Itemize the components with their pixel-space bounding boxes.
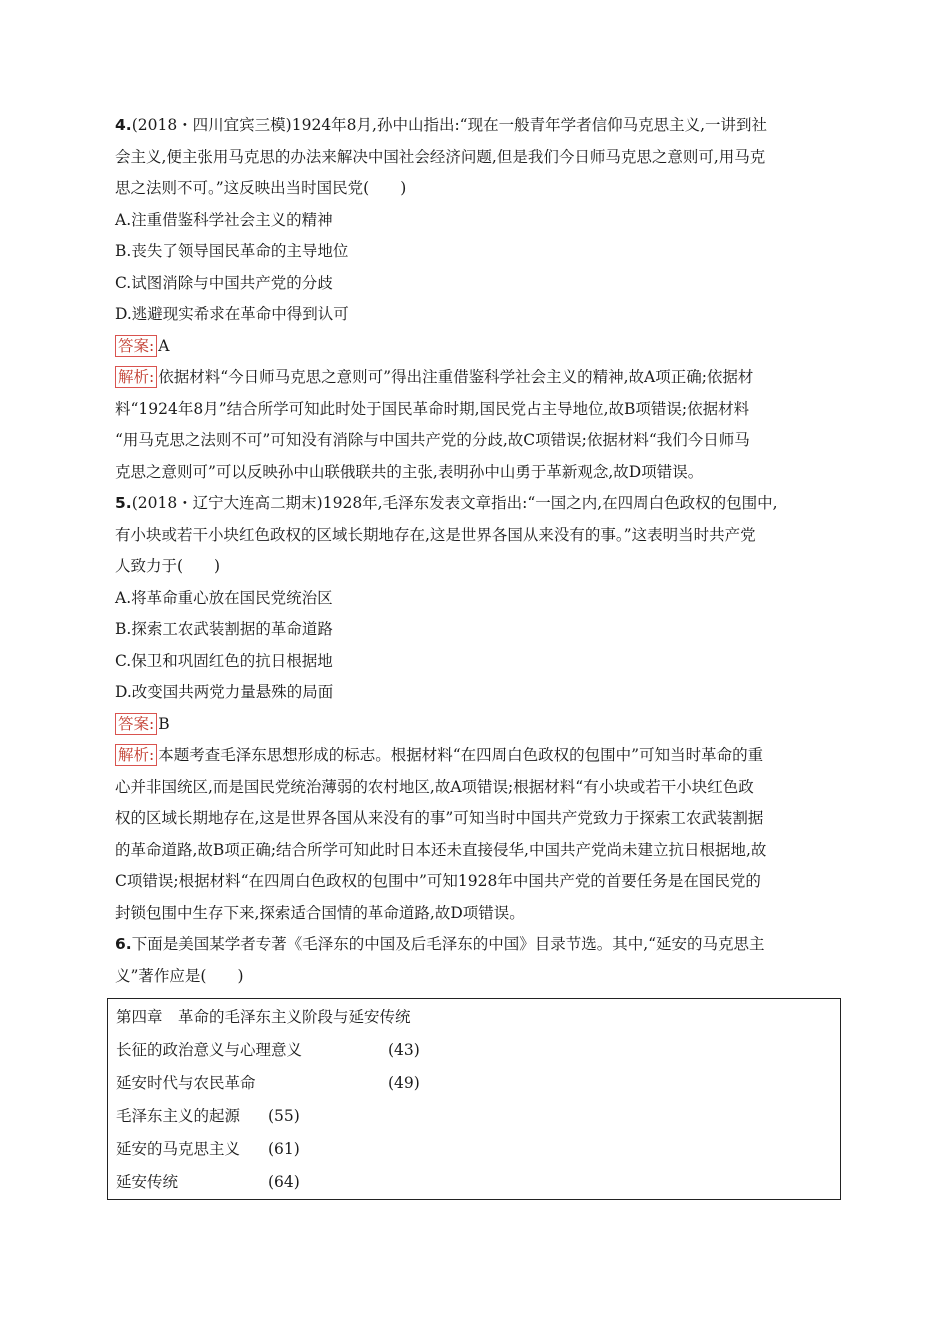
toc-entry-page: (55) [268,1107,300,1125]
answer-tag: 答案: [115,335,157,357]
question-4 [115,110,840,488]
question-stem-line: 有小块或若干小块红色政权的区域长期地存在,这是世界各国从来没有的事。”这表明当时共产党 [115,525,756,544]
toc-entry-page: (64) [268,1173,300,1191]
analysis-line: 封锁包围中生存下来,探索适合国情的革命道路,故D项错误。 [115,903,525,922]
analysis-tag: 解析: [115,366,157,388]
toc-entry-page: (49) [388,1074,420,1092]
toc-entry-page: (43) [388,1041,420,1059]
question-number: 6. [115,935,132,953]
toc-entry-page: (61) [268,1140,300,1158]
toc-entry-title: 延安传统 [116,1173,179,1191]
question-number: 4. [115,116,132,134]
analysis-line: 克思之意则可”可以反映孙中山联俄联共的主张,表明孙中山勇于革新观念,故D项错误。 [115,462,704,481]
analysis-line: 解析: 依据材料“今日师马克思之意则可”得出注重借鉴科学社会主义的精神,故A项正确;依据材 [115,362,840,394]
option-b: B.丧失了领导国民革命的主导地位 [115,242,349,260]
question-stem-line: 人致力于( ) [115,557,221,575]
analysis-line: 料“1924年8月”结合所学可知此时处于国民革命时期,国民党占主导地位,故B项错误;依据材料 [115,399,750,418]
analysis-line: 心并非国统区,而是国民党统治薄弱的农村地区,故A项错误;根据材料“有小块或若干小块红色政 [115,777,754,796]
question-5 [115,488,840,929]
toc-entry [116,1067,840,1100]
option-b: B.探索工农武装割据的革命道路 [115,620,333,638]
analysis-line: 权的区域长期地存在,这是世界各国从来没有的事”可知当时中国共产党致力于探索工农武装割据 [115,809,764,827]
analysis-line: 的革命道路,故B项正确;结合所学可知此时日本还未直接侵华,中国共产党尚未建立抗日根据地,故 [115,840,767,859]
analysis-line: 解析: 本题考查毛泽东思想形成的标志。根据材料“在四周白色政权的包围中”可知当时革命的重 [115,740,840,772]
answer-value: A [158,336,170,355]
answer-line [115,331,840,363]
toc-entry [116,1133,840,1166]
question-stem-line: 4.(2018・四川宜宾三模)1924年8月,孙中山指出:“现在一般青年学者信仰马克思主义,一讲到社 [115,116,768,134]
toc-chapter-title: 第四章 革命的毛泽东主义阶段与延安传统 [116,1008,411,1026]
question-6 [115,929,840,1200]
toc-entry-title: 延安的马克思主义 [116,1140,241,1158]
analysis-tag: 解析: [115,744,157,766]
question-stem-line: 义”著作应是( ) [115,966,244,985]
toc-entry [116,1100,840,1133]
option-c: C.试图消除与中国共产党的分歧 [115,273,333,292]
toc-entry [116,1034,840,1067]
table-of-contents-box [107,998,841,1200]
option-a: A.注重借鉴科学社会主义的精神 [115,210,333,229]
option-d: D.改变国共两党力量悬殊的局面 [115,683,334,701]
answer-value: B [158,714,170,733]
toc-entry-title: 延安时代与农民革命 [116,1074,256,1092]
answer-line [115,709,840,741]
toc-entry [116,1166,840,1199]
question-stem-line: 6.下面是美国某学者专著《毛泽东的中国及后毛泽东的中国》目录节选。其中,“延安的马克思主 [115,935,765,953]
option-d: D.逃避现实希求在革命中得到认可 [115,305,349,323]
content-area [115,110,840,1200]
option-c: C.保卫和巩固红色的抗日根据地 [115,651,333,670]
toc-entry-title: 毛泽东主义的起源 [116,1107,241,1125]
option-a: A.将革命重心放在国民党统治区 [115,588,333,607]
analysis-line: “用马克思之法则不可”可知没有消除与中国共产党的分歧,故C项错误;依据材料“我们今日师马 [115,431,750,449]
question-number: 5. [115,494,132,512]
question-stem-line: 会主义,便主张用马克思的办法来解决中国社会经济问题,但是我们今日师马克思之意则可,用马克 [115,147,766,166]
analysis-line: C项错误;根据材料“在四周白色政权的包围中”可知1928年中国共产党的首要任务是在国民党的 [115,872,761,890]
answer-tag: 答案: [115,713,157,735]
question-stem-line: 5.(2018・辽宁大连高二期末)1928年,毛泽东发表文章指出:“一国之内,在四周白色政权的包围中, [115,494,778,512]
question-stem-line: 思之法则不可。”这反映出当时国民党( ) [115,179,407,197]
toc-entry-title: 长征的政治意义与心理意义 [116,1041,303,1059]
